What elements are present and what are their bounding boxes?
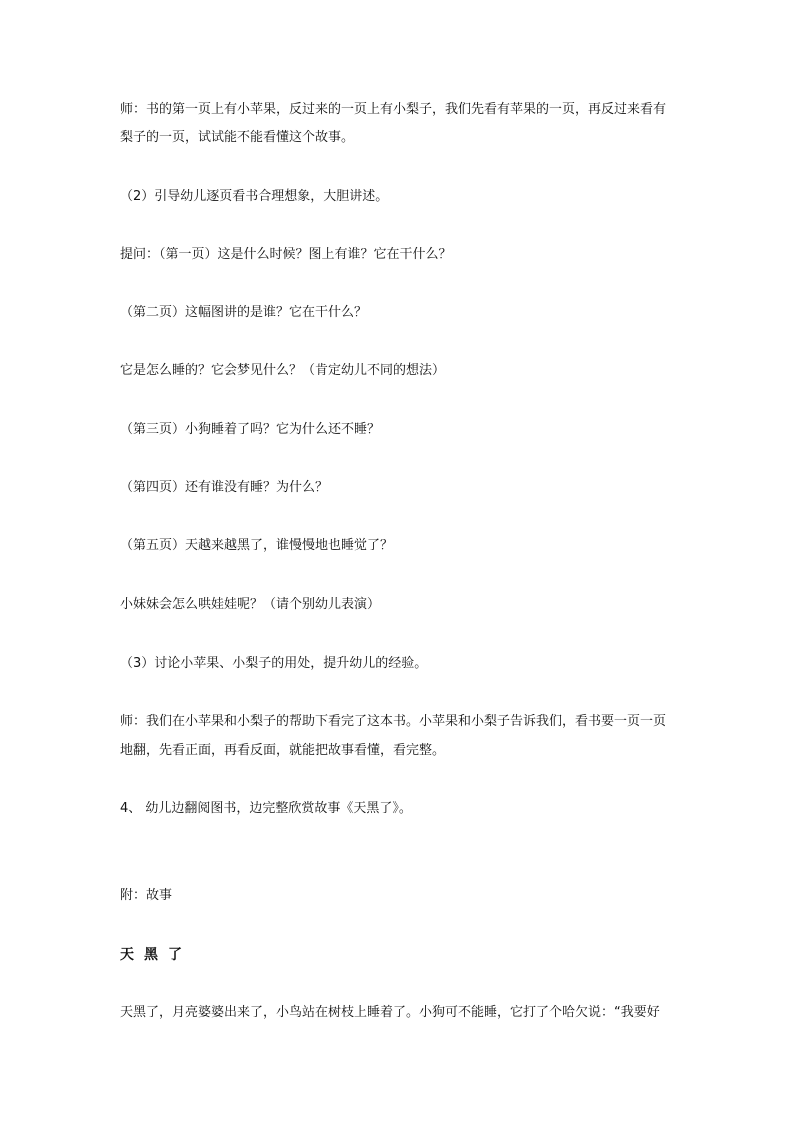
question-page-1: 提问：（第一页）这是什么时候？图上有谁？它在干什么？ bbox=[120, 247, 452, 262]
teacher-line-1: 师：书的第一页上有小苹果，反过来的一页上有小梨子，我们先看有苹果的一页，再反过来看有 bbox=[120, 102, 667, 117]
question-page-5: （第五页）天越来越黑了，谁慢慢地也睡觉了？ bbox=[120, 538, 394, 553]
step-4-heading: 4、 幼儿边翻阅图书，边完整欣赏故事《天黑了》。 bbox=[120, 801, 412, 816]
teacher-summary-line-2: 地翻，先看正面，再看反面，就能把故事看懂，看完整。 bbox=[120, 743, 446, 758]
step-3-heading: （3）讨论小苹果、小梨子的用处，提升幼儿的经验。 bbox=[120, 656, 428, 671]
question-page-2-followup: 它是怎么睡的？它会梦见什么？（肯定幼儿不同的想法） bbox=[120, 363, 446, 378]
question-page-4: （第四页）还有谁没有睡？为什么？ bbox=[120, 480, 329, 495]
appendix-label: 附：故事 bbox=[120, 888, 173, 903]
question-page-2: （第二页）这幅图讲的是谁？它在干什么？ bbox=[120, 305, 368, 320]
step-2-heading: （2）引导幼儿逐页看书合理想象，大胆讲述。 bbox=[120, 189, 389, 204]
question-page-5-followup: 小妹妹会怎么哄娃娃呢？（请个别幼儿表演） bbox=[120, 597, 381, 612]
story-title: 天黑了 bbox=[120, 947, 192, 963]
story-line-1: 天黑了，月亮婆婆出来了，小鸟站在树枝上睡着了。小狗可不能睡，它打了个哈欠说：“我要好 bbox=[120, 1005, 660, 1020]
question-page-3: （第三页）小狗睡着了吗？它为什么还不睡？ bbox=[120, 422, 381, 437]
teacher-line-2: 梨子的一页，试试能不能看懂这个故事。 bbox=[120, 130, 355, 145]
teacher-summary-line-1: 师：我们在小苹果和小梨子的帮助下看完了这本书。小苹果和小梨子告诉我们，看书要一页一页 bbox=[120, 714, 667, 729]
